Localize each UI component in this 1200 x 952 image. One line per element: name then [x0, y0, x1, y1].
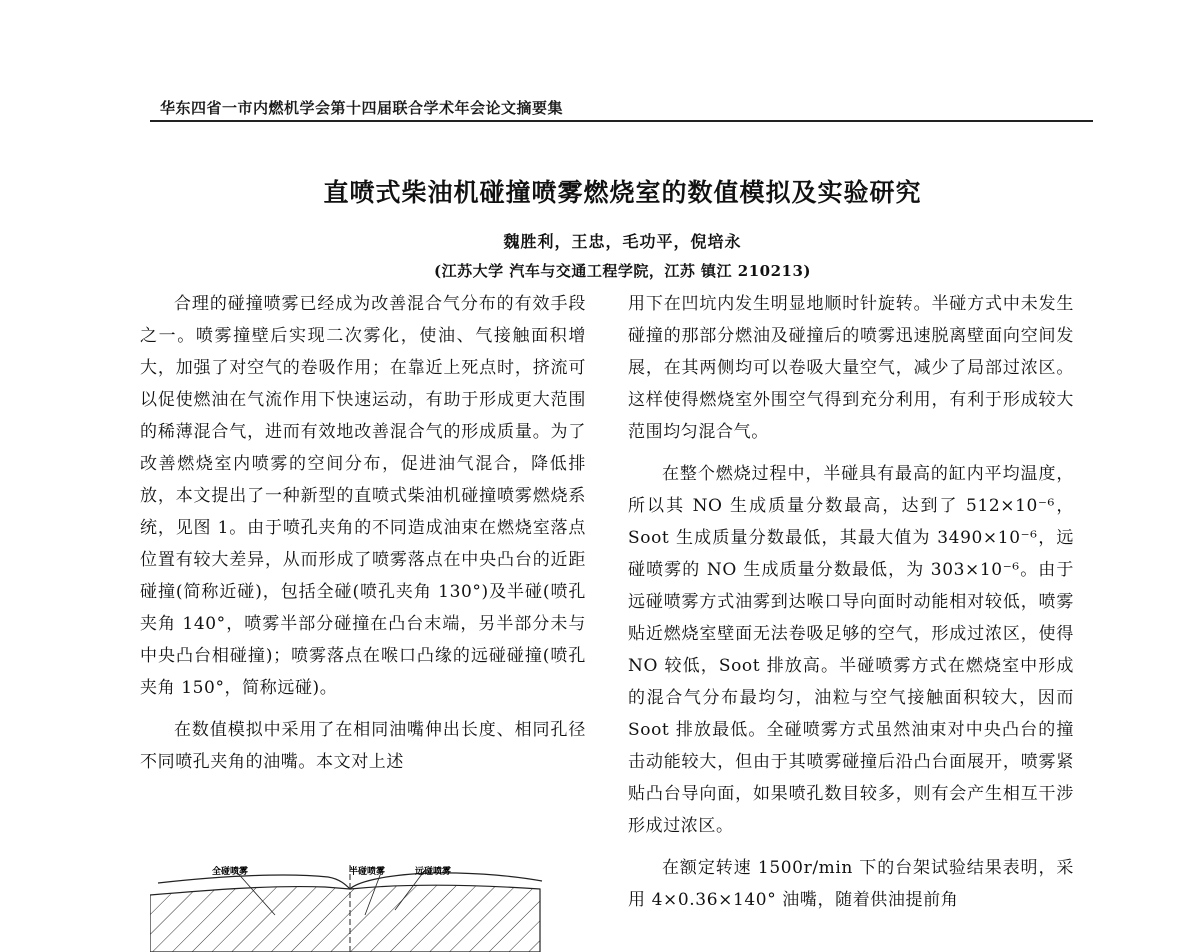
left-paragraph-2: 在数值模拟中采用了在相同油嘴伸出长度、相同孔径不同喷孔夹角的油嘴。本文对上述 — [140, 720, 586, 772]
running-header: 华东四省一市内燃机学会第十四届联合学术年会论文摘要集 — [160, 99, 564, 117]
figure-1-combustion-chamber — [150, 855, 550, 952]
figure-label-far-collision: 远碰喷雾 — [415, 867, 452, 877]
piston-section-hatched — [150, 885, 540, 952]
right-paragraph-2: 在整个燃烧过程中，半碰具有最高的缸内平均温度，所以其 NO 生成质量分数最高，达到了 512×10⁻⁶， Soot 生成质量分数最低，其最大值为 3490×10⁻⁶，远碰喷雾的 NO 生成质量分数最低，为 303×10⁻⁶。由于远碰喷雾方式油雾到达喉口导向面时动能相对较低，喷雾贴近燃烧室壁面无法卷吸足够的空气，形成过浓区，使得 NO 较低，Soot 排放高。半碰喷雾方式在燃烧室中形成的混合气分布最均匀，油粒与空气接触面积较大，因而 Soot 排放最低。全碰喷雾方式虽然油束对中央凸台的撞击动能较大，但由于其喷雾碰撞后沿凸台面展开，喷雾紧贴凸台导向面，如果喷孔数目较多，则有会产生相互干涉形成过浓区。 — [628, 464, 1074, 836]
paper-authors: 魏胜利，王忠，毛功平，倪培永 — [503, 232, 742, 251]
left-column — [140, 288, 586, 778]
right-paragraph-3: 在额定转速 1500r/min 下的台架试验结果表明，采用 4×0.36×140° 油嘴，随着供油提前角 — [628, 858, 1074, 910]
left-paragraph-1: 合理的碰撞喷雾已经成为改善混合气分布的有效手段之一。喷雾撞壁后实现二次雾化，使油、气接触面积增大，加强了对空气的卷吸作用；在靠近上死点时，挤流可以促使燃油在气流作用下快速运动，有助于形成更大范围的稀薄混合气，进而有效地改善混合气的形成质量。为了改善燃烧室内喷雾的空间分布，促进油气混合，降低排放，本文提出了一种新型的直喷式柴油机碰撞喷雾燃烧系统，见图 1。由于喷孔夹角的不同造成油束在燃烧室落点位置有较大差异，从而形成了喷雾落点在中央凸台的近距碰撞(简称近碰)，包括全碰(喷孔夹角 130°)及半碰(喷孔夹角 140°，喷雾半部分碰撞在凸台末端，另半部分未与中央凸台相碰撞)；喷雾落点在喉口凸缘的远碰碰撞(喷孔夹角 150°，简称远碰)。 — [140, 294, 586, 698]
paper-affiliation: (江苏大学 汽车与交通工程学院，江苏 镇江 210213) — [434, 262, 811, 280]
figure-label-full-collision: 全碰喷雾 — [212, 867, 249, 877]
paper-title: 直喷式柴油机碰撞喷雾燃烧室的数值模拟及实验研究 — [323, 178, 922, 207]
right-paragraph-1: 用下在凹坑内发生明显地顺时针旋转。半碰方式中未发生碰撞的那部分燃油及碰撞后的喷雾迅速脱离壁面向空间发展，在其两侧均可以卷吸大量空气，减少了局部过浓区。这样使得燃烧室外围空气得到充分利用，有利于形成较大范围均匀混合气。 — [628, 294, 1074, 442]
header-rule — [150, 120, 1093, 122]
figure-label-half-collision: 半碰喷雾 — [349, 867, 386, 877]
right-column — [628, 288, 1074, 916]
